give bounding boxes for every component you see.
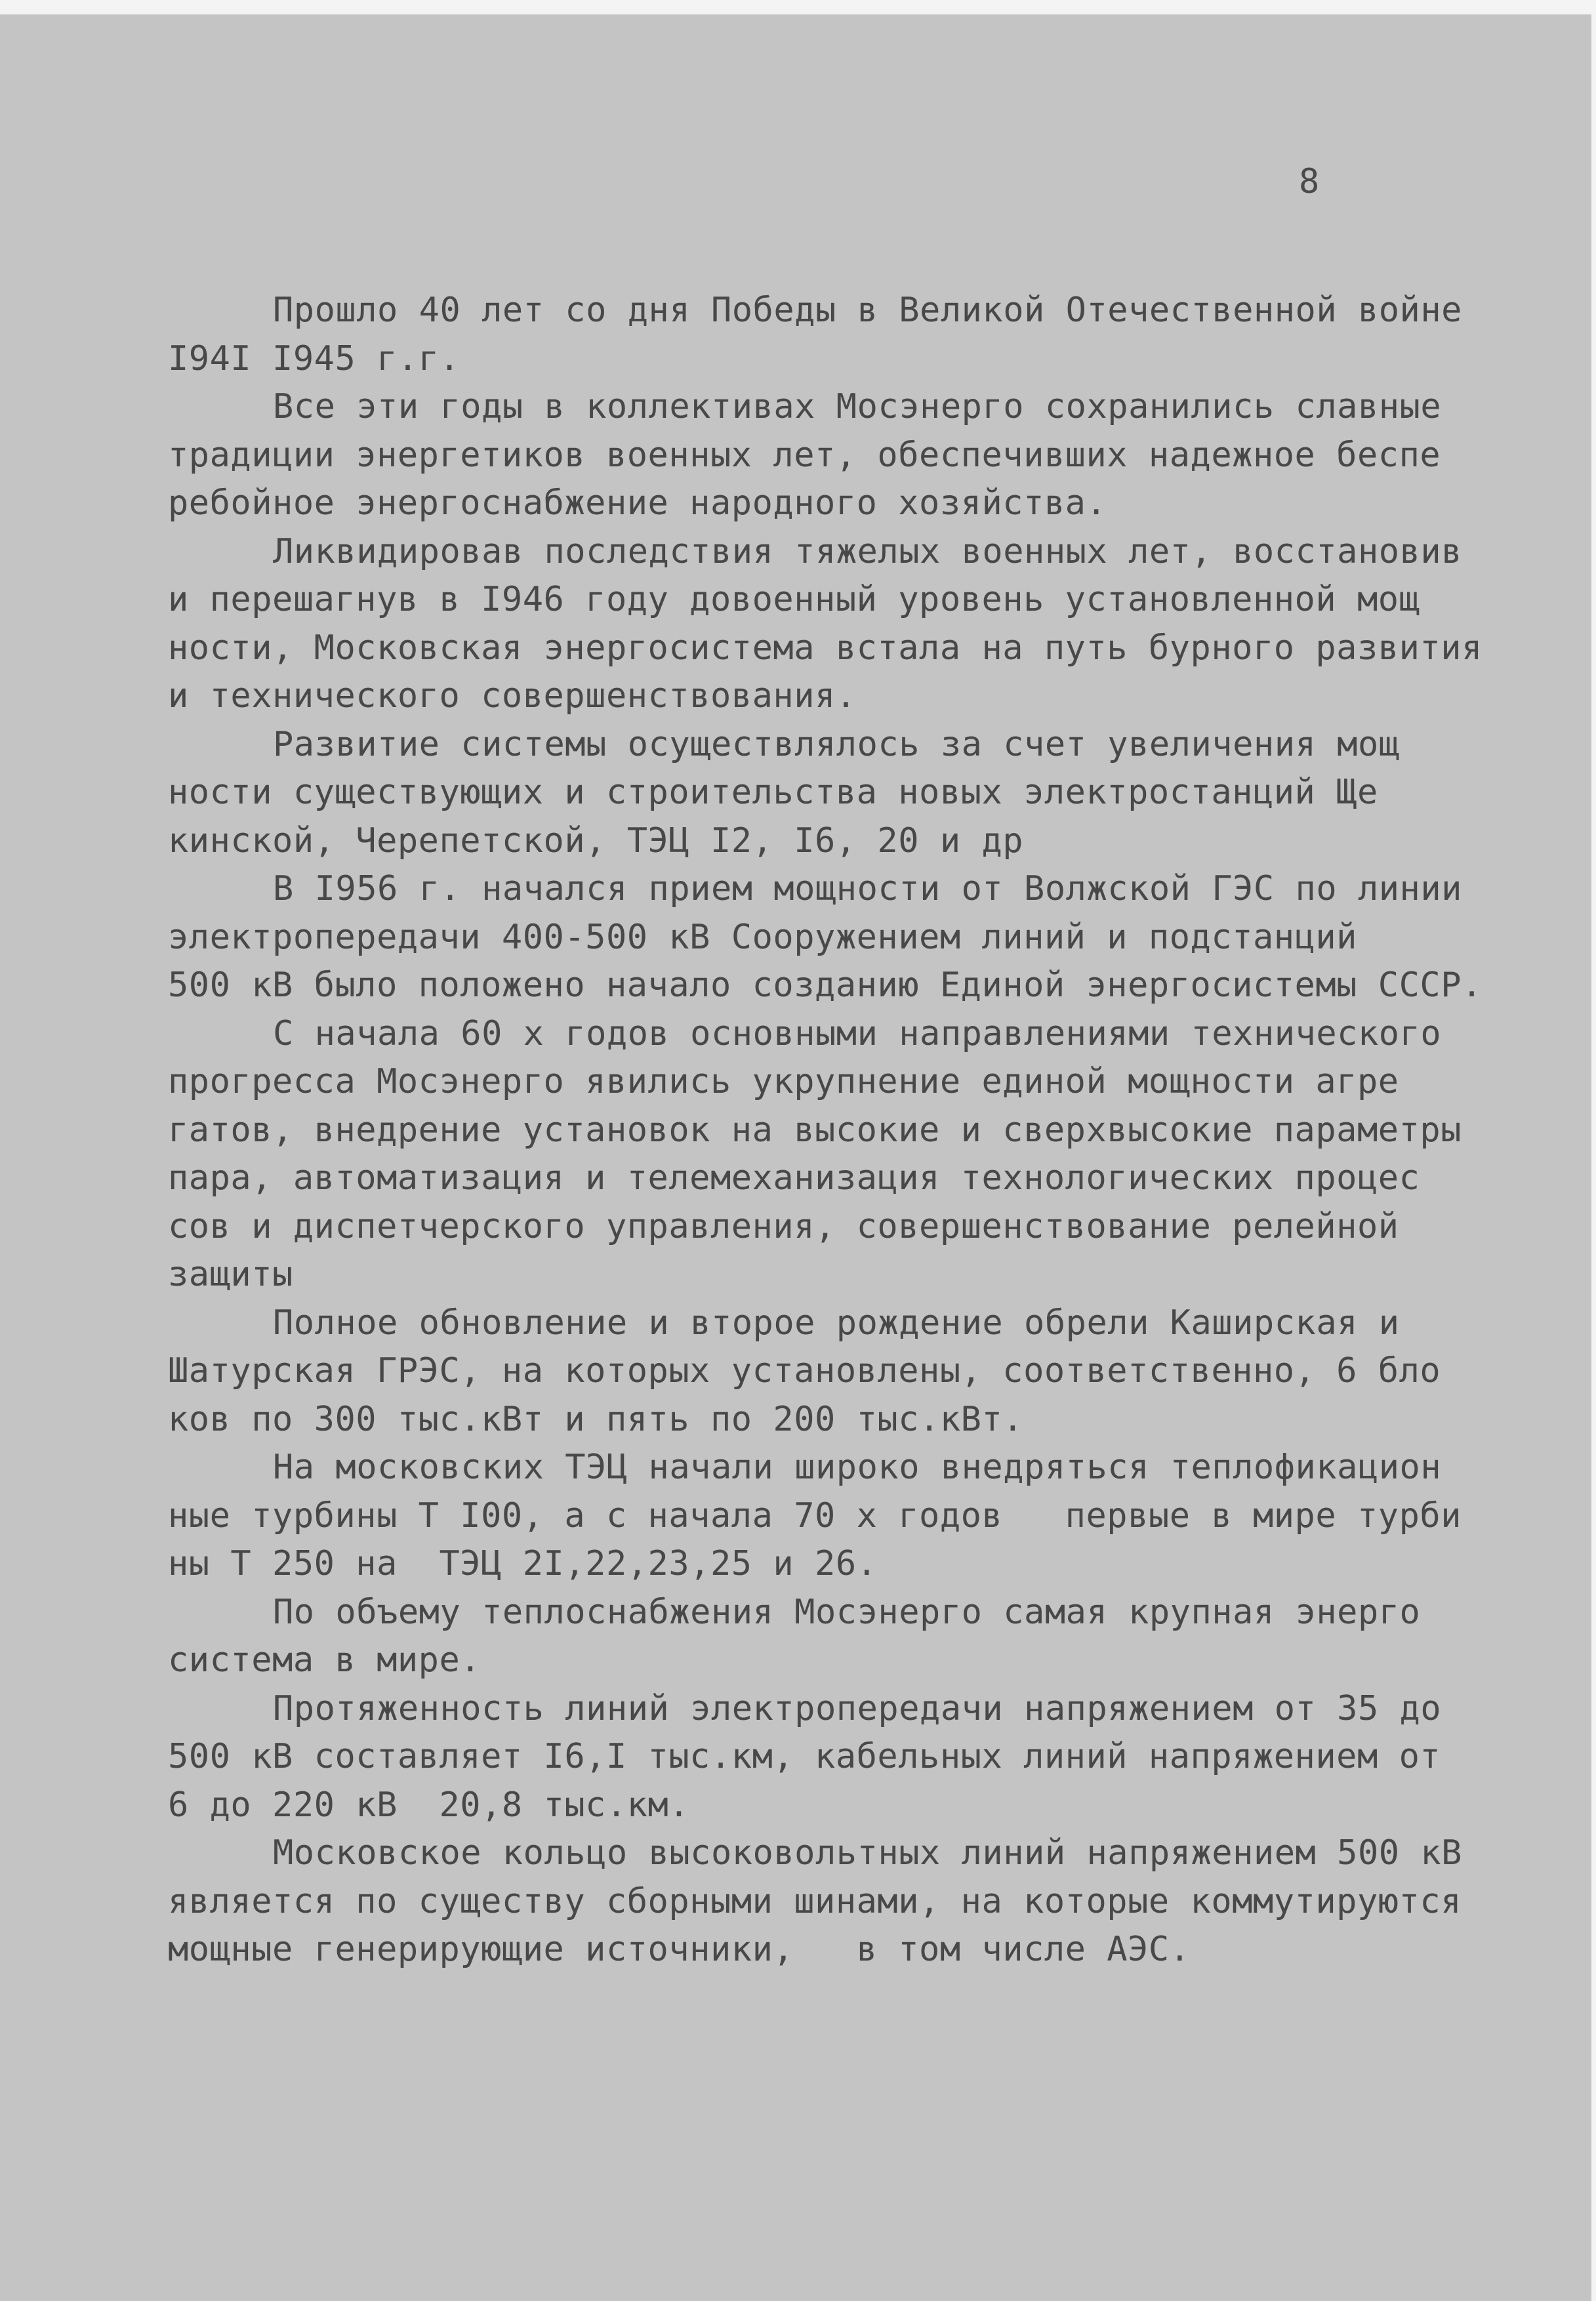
text-line: 500 кВ составляет I6,I тыс.км, кабельных линий напряжением от (168, 1737, 1441, 1776)
text-line: сов и диспетчерского управления, совершенствование релейной (168, 1206, 1399, 1246)
text-line: ные турбины Т I00, а с начала 70 х годов первые в мире турби (168, 1496, 1462, 1536)
text-line: С начала 60 х годов основными направлениями технического (273, 1013, 1442, 1053)
text-line: гатов, внедрение установок на высокие и сверхвысокие параметры (168, 1110, 1462, 1150)
text-line: I94I I945 г.г. (168, 338, 460, 378)
text-line: 500 кВ было положено начало созданию Единой энергосистемы СССР. (168, 966, 1483, 1005)
text-line: и технического совершенствования. (168, 676, 857, 716)
text-line: пара, автоматизация и телемеханизация технологических процес (168, 1158, 1420, 1198)
text-line: ности, Московская энергосистема встала на путь бурного развития (168, 628, 1483, 668)
body-text (168, 287, 1483, 1974)
text-line: В I956 г. начался прием мощности от Волжской ГЭС по линии (273, 869, 1462, 908)
text-line: мощные генерирующие источники, в том числе АЭС. (168, 1930, 1191, 1969)
text-line: Шатурская ГРЭС, на которых установлены, соответственно, 6 бло (168, 1351, 1441, 1391)
text-line: Ликвидировав последствия тяжелых военных лет, восстановив (273, 531, 1462, 571)
document-page (0, 14, 1591, 2301)
text-line: прогресса Мосэнерго явились укрупнение единой мощности агре (168, 1062, 1399, 1101)
text-line: ков по 300 тыс.кВт и пять по 200 тыс.кВт. (168, 1399, 1024, 1439)
text-line: Все эти годы в коллективах Мосэнерго сохранились славные (273, 387, 1442, 426)
text-line: и перешагнув в I946 году довоенный уровень установленной мощ (168, 580, 1420, 619)
text-line: кинской, Черепетской, ТЭЦ I2, I6, 20 и др (168, 821, 1024, 861)
text-line: ребойное энергоснабжение народного хозяйства. (168, 483, 1107, 523)
text-line: Московское кольцо высоковольтных линий напряжением 500 кВ (273, 1833, 1462, 1873)
text-line: традиции энергетиков военных лет, обеспечивших надежное беспе (168, 435, 1441, 475)
text-line: система в мире. (168, 1640, 481, 1680)
text-line: Полное обновление и второе рождение обрели Каширская и (273, 1303, 1400, 1343)
text-line: На московских ТЭЦ начали широко внедряться теплофикацион (273, 1448, 1442, 1487)
text-line: электропередачи 400-500 кВ Сооружением линий и подстанций (168, 917, 1357, 957)
page-number: 8 (1299, 162, 1320, 201)
text-line: Прошло 40 лет со дня Победы в Великой Отечественной войне (273, 291, 1462, 330)
text-line: защиты (168, 1255, 293, 1294)
text-line: ны Т 250 на ТЭЦ 2I,22,23,25 и 26. (168, 1544, 878, 1583)
text-line: ности существующих и строительства новых электростанций Ще (168, 773, 1378, 812)
text-line: Развитие системы осуществлялось за счет увеличения мощ (273, 724, 1400, 764)
text-line: По объему теплоснабжения Мосэнерго самая крупная энерго (273, 1592, 1421, 1632)
text-line: Протяженность линий электропередачи напряжением от 35 до (273, 1688, 1442, 1728)
text-line: является по существу сборными шинами, на которые коммутируются (168, 1881, 1462, 1921)
text-line: 6 до 220 кВ 20,8 тыс.км. (168, 1785, 690, 1825)
